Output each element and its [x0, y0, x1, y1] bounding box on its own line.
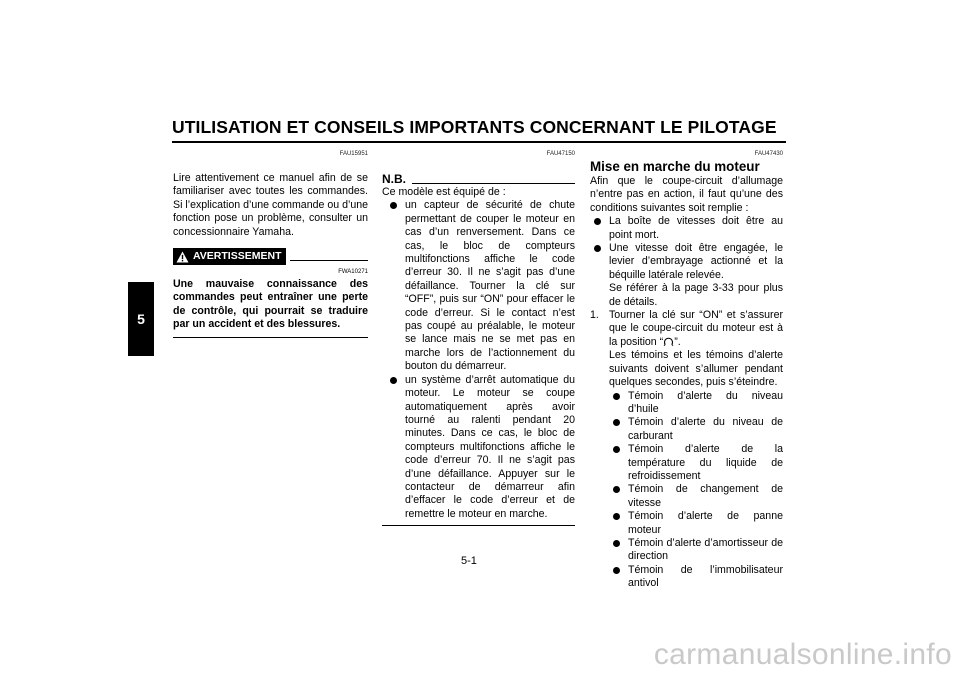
intro-paragraph: Lire attentivement ce manuel afin de se familiariser avec toutes les commandes. Si l’explication d’une commande ou d’une fonction pose un problème, consulter un concessionnaire Yamaha. — [173, 172, 368, 238]
step-detail: Les témoins et les témoins d’alerte suivants doivent s’allumer pendant quelques secondes, puis s’éteindre. — [609, 349, 783, 389]
reference-code: FAU47430 — [754, 151, 783, 157]
list-item: Témoin d’alerte d’amortisseur de direction — [609, 537, 783, 564]
step-number: 1. — [590, 309, 599, 322]
list-item — [590, 242, 783, 309]
list-item: Témoin d’alerte de panne moteur — [609, 510, 783, 537]
note-rule — [412, 183, 575, 184]
section-heading: Mise en marche du moteur — [590, 159, 760, 174]
list-item: Témoin de l’immobilisateur antivol — [609, 564, 783, 591]
step-list — [590, 309, 783, 591]
list-item: Témoin d’alerte de la température du liquide de refroidissement — [609, 443, 783, 483]
watermark: carmanualsonline.info — [653, 638, 952, 671]
title-rule — [172, 141, 786, 143]
warning-header — [173, 248, 368, 265]
column-intro — [173, 150, 368, 338]
list-item: un système d’arrêt automatique du moteur. Le moteur se coupe automatiquement après avoir tourné au ralenti pendant 20 minutes. Dans ce cas, le bloc de compteurs multifonctions affiche le code d’erreur 70. Il ne s’agit pas d’une défaillance. Appuyer sur le contacteur de démarreur afin d’effacer le code d’erreur et de remettre le moteur en marche. — [382, 374, 575, 521]
column-note — [382, 150, 575, 526]
warning-text: Une mauvaise connaissance des commandes peut entraîner une perte de contrôle, qui pourrait se traduire par un accident et des blessures. — [173, 278, 368, 331]
warning-bottom-rule — [173, 337, 368, 338]
page-number: 5-1 — [461, 555, 477, 567]
note-label: N.B. — [382, 172, 406, 186]
warning-triangle-icon — [176, 251, 189, 263]
column-start-engine — [590, 150, 783, 591]
list-item: un capteur de sécurité de chute permettant de couper le moteur en cas d’un renversement. Dans ce cas, le bloc de compteurs multifonctions affiche le code d’erreur 30. Il ne s’agit pas d’une défaillance. Tourner la clé sur “OFF”, puis sur “ON” pour effacer le code d’erreur. Si le contact n’est pas coupé au préalable, le moteur se lance mais ne se met pas en marche lors de l’actionnement du bouton du démarreur. — [382, 199, 575, 373]
reference-code: FAU15951 — [339, 151, 368, 157]
condition-text: Une vitesse doit être engagée, le levier d’embrayage actionné et la béquille latérale relevée. — [609, 242, 783, 281]
warning-label: AVERTISSEMENT — [193, 249, 282, 262]
warning-rule — [290, 260, 368, 261]
step-item — [590, 309, 783, 591]
list-item: Témoin d’alerte du niveau de carburant — [609, 416, 783, 443]
warning-code: FWA10271 — [338, 269, 368, 276]
step-text: Tourner la clé sur “ON” et s’assurer que le coupe-circuit du moteur est à la position “ — [609, 309, 783, 348]
section-intro: Afin que le coupe-circuit d’allumage n’entre pas en action, il faut qu’une des conditions suivantes soit remplie : — [590, 175, 783, 214]
chapter-tab — [128, 282, 154, 356]
warning-badge — [173, 248, 286, 265]
note-list — [382, 199, 575, 521]
condition-list — [590, 215, 783, 309]
engine-run-switch-icon — [663, 336, 674, 346]
chapter-number: 5 — [137, 311, 145, 327]
page-title: UTILISATION ET CONSEILS IMPORTANTS CONCERNANT LE PILOTAGE — [172, 117, 777, 137]
note-intro: Ce modèle est équipé de : — [382, 186, 506, 198]
reference-code: FAU47150 — [546, 151, 575, 157]
list-item: Témoin de changement de vitesse — [609, 483, 783, 510]
list-item: Témoin d’alerte du niveau d’huile — [609, 390, 783, 417]
list-item: La boîte de vitesses doit être au point mort. — [590, 215, 783, 242]
note-bottom-rule — [382, 525, 575, 526]
step-text-end: ”. — [674, 335, 681, 348]
indicator-list — [609, 390, 783, 591]
condition-reference: Se référer à la page 3-33 pour plus de détails. — [609, 282, 783, 308]
note-header — [382, 172, 575, 186]
